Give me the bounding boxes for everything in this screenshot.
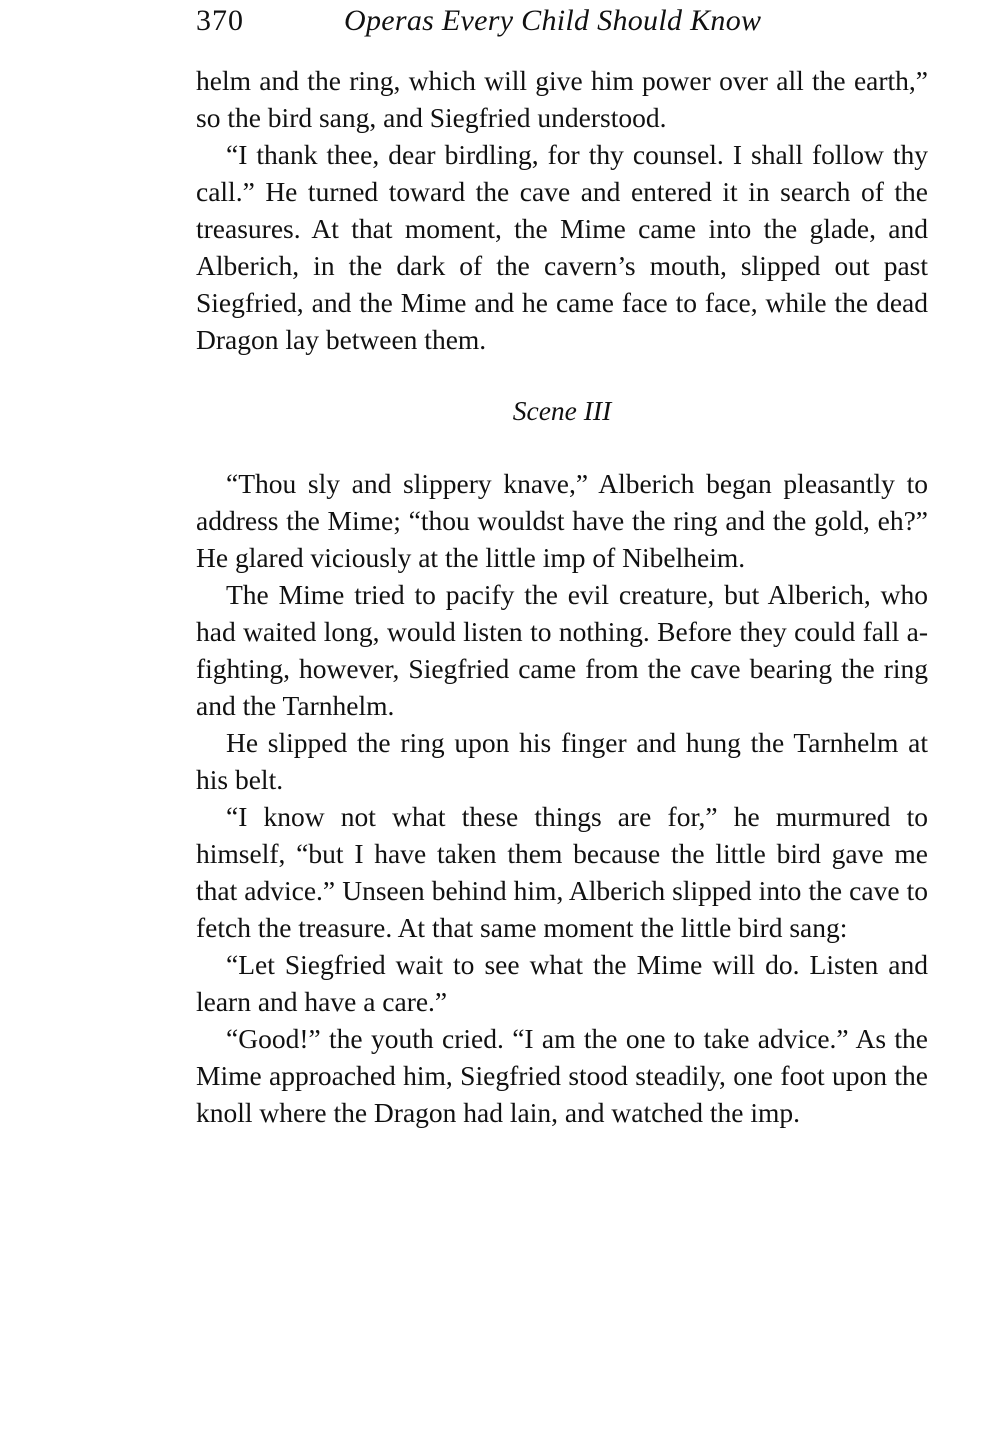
running-title: Operas Every Child Should Know: [344, 4, 762, 37]
running-head: [196, 4, 928, 44]
paragraph: The Mime tried to pacify the evil creature, but Alberich, who had waited long, would listen to nothing. Before they could fall a-fighting, however, Siegfried came from the cave bearing the ring and the Tarnhelm.: [196, 579, 928, 721]
body-text: [196, 62, 928, 1131]
paragraph: “I thank thee, dear birdling, for thy counsel. I shall follow thy call.” He turned toward the cave and entered it in search of the treasures. At that moment, the Mime came into the glade, and Alberich, in the dark of the cavern’s mouth, slipped out past Siegfried, and the Mime and he came face to face, while the dead Dragon lay between them.: [196, 139, 928, 355]
paragraph: “Let Siegfried wait to see what the Mime will do. Listen and learn and have a care.”: [196, 949, 928, 1017]
page-number: 370: [196, 4, 244, 37]
scene-heading: Scene III: [512, 395, 612, 426]
paragraph: “Good!” the youth cried. “I am the one to take advice.” As the Mime approached him, Siegfried stood steadily, one foot upon the knoll where the Dragon had lain, and watched the imp.: [196, 1023, 928, 1128]
paragraph-continued: helm and the ring, which will give him power over all the earth,” so the bird sang, and Siegfried understood.: [196, 65, 928, 133]
paragraph: “Thou sly and slippery knave,” Alberich began pleasantly to address the Mime; “thou wouldst have the ring and the gold, eh?” He glared viciously at the little imp of Nibelheim.: [196, 468, 928, 573]
paragraph: “I know not what these things are for,” he murmured to himself, “but I have taken them because the little bird gave me that advice.” Unseen behind him, Alberich slipped into the cave to fetch the treasure. At that same moment the little bird sang:: [196, 801, 928, 943]
paragraph: He slipped the ring upon his finger and hung the Tarnhelm at his belt.: [196, 727, 928, 795]
